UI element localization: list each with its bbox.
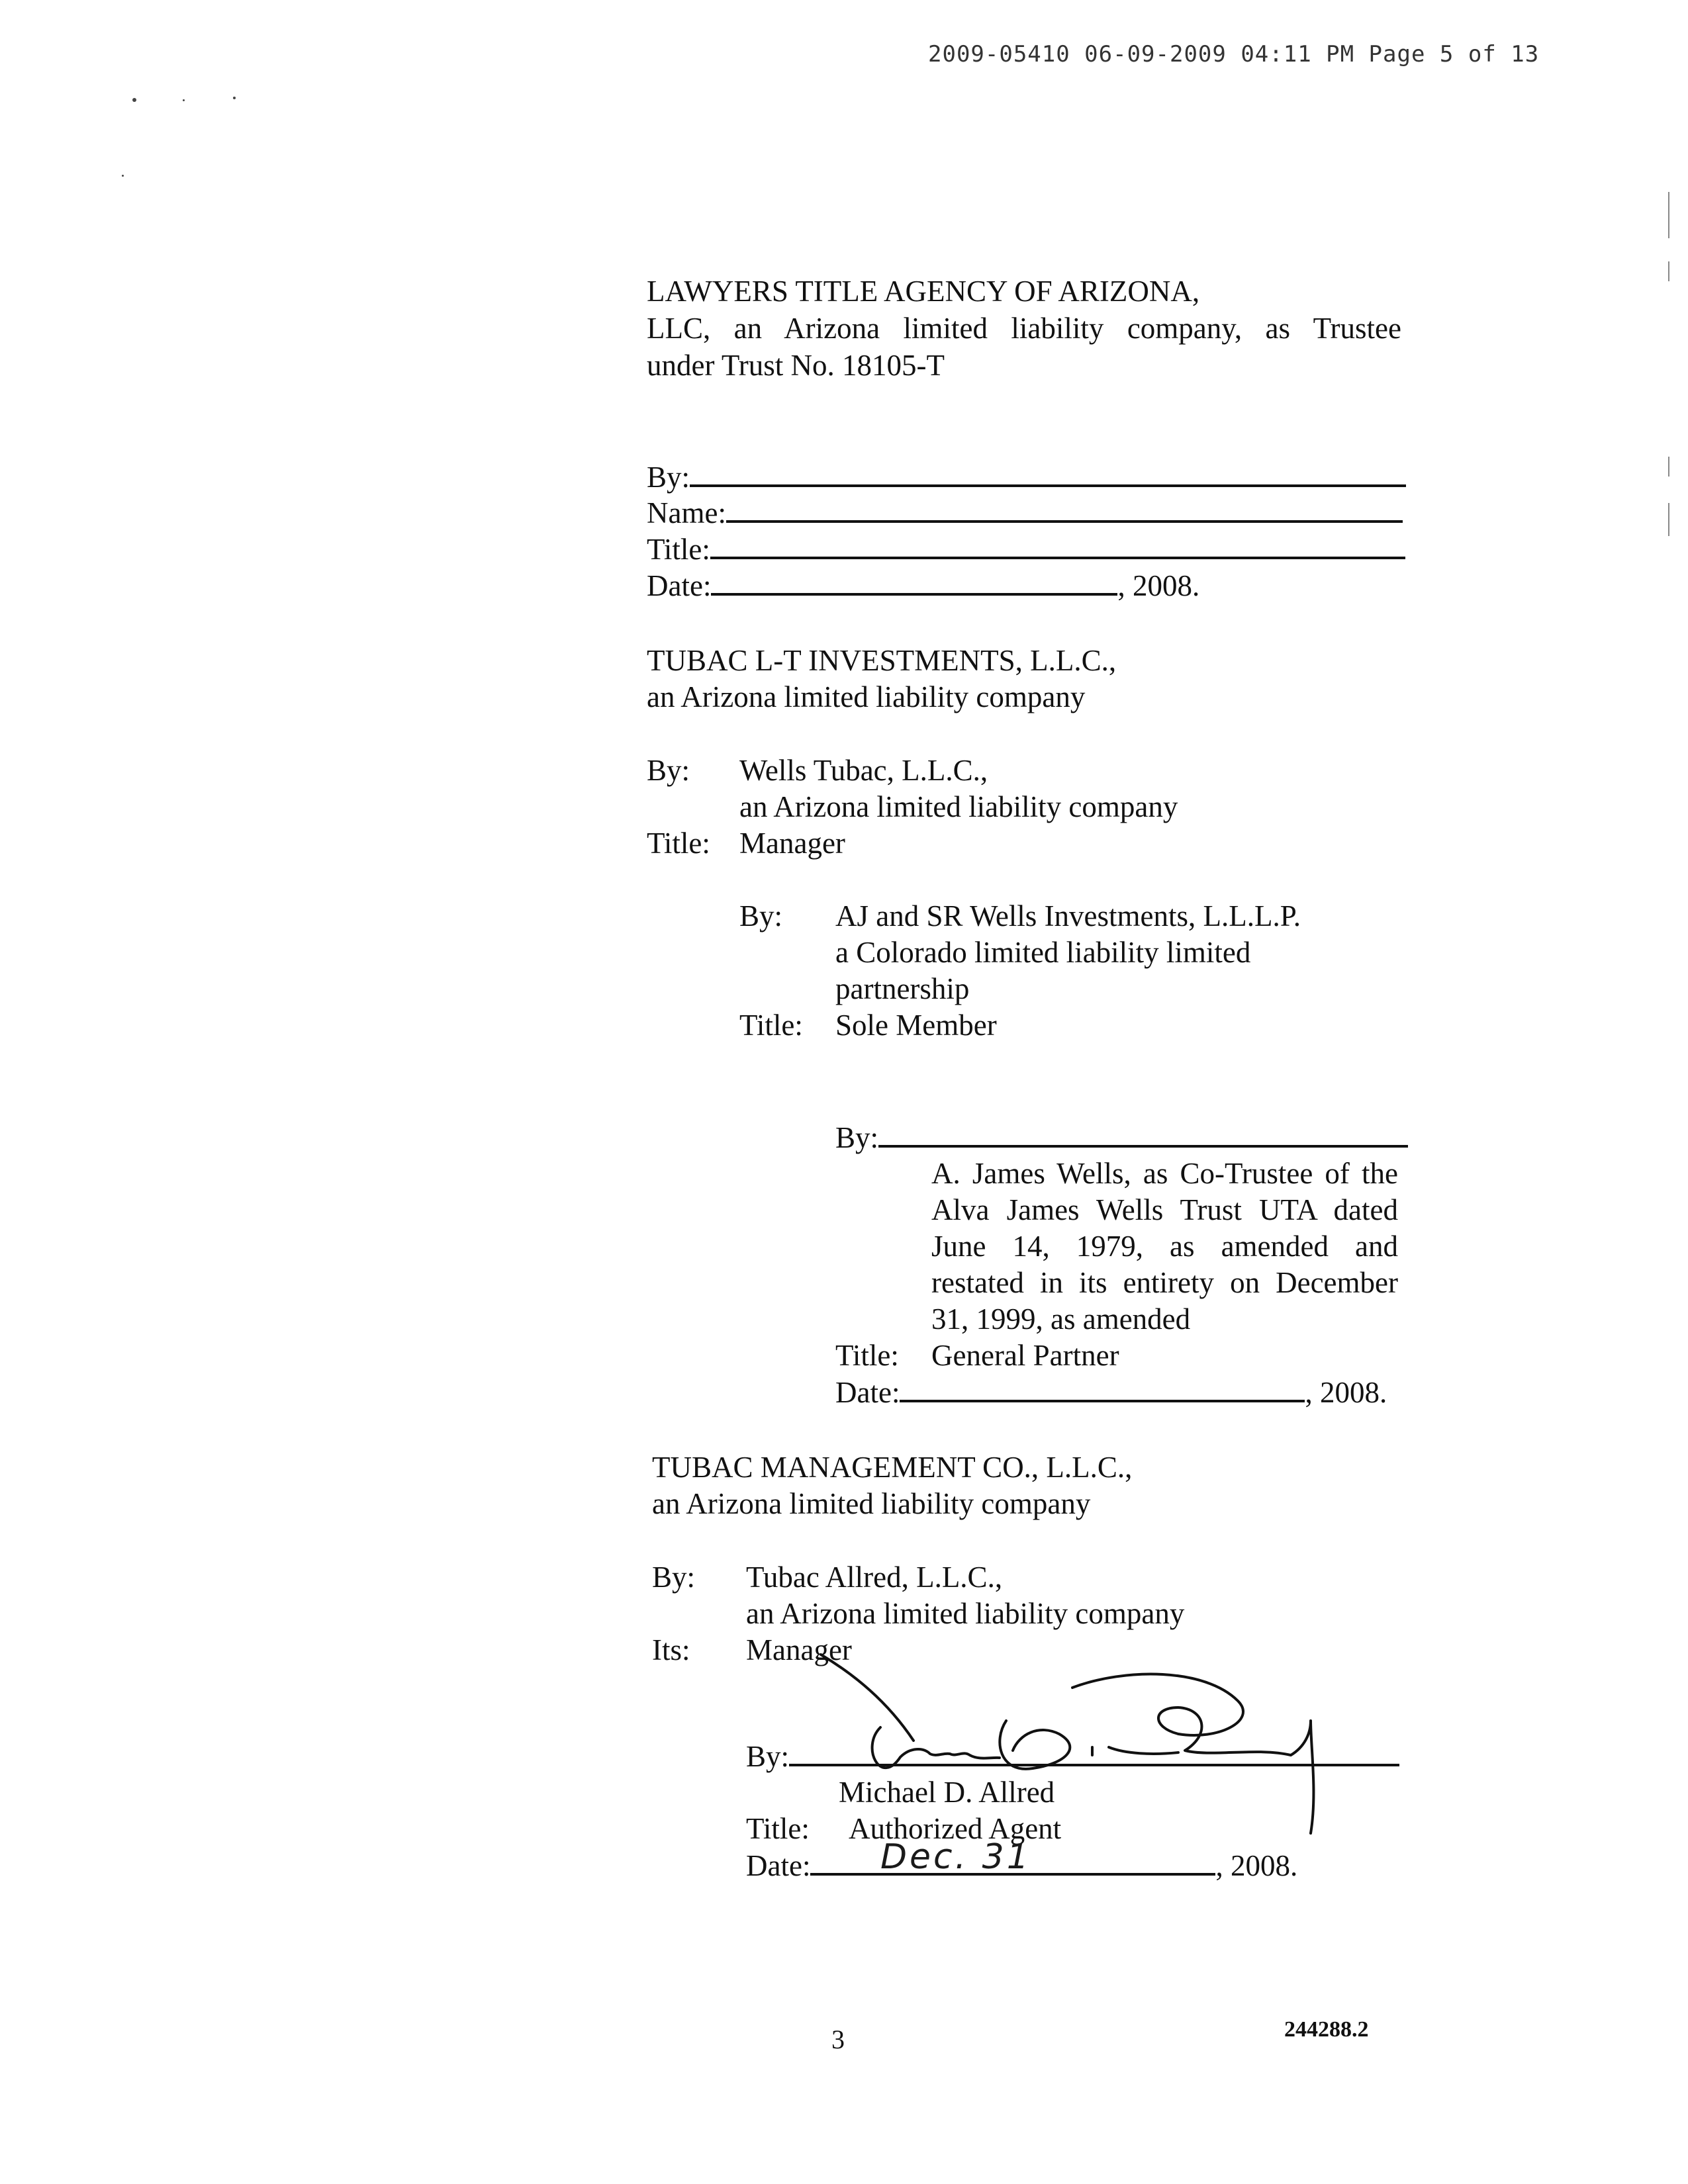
date-label: Date: bbox=[835, 1376, 900, 1409]
trust-line: under Trust No. 18105-T bbox=[647, 349, 945, 382]
scan-edge-mark bbox=[1668, 261, 1669, 281]
signer-title-value: Authorized Agent bbox=[849, 1812, 1062, 1845]
by-entity-name: Wells Tubac, L.L.C., bbox=[739, 754, 988, 787]
sub-by-entity-name: AJ and SR Wells Investments, L.L.L.P. bbox=[835, 899, 1301, 933]
signer-title-label: Title: bbox=[835, 1339, 899, 1372]
entity-description: LLC, an Arizona limited liability company, as Trustee bbox=[647, 312, 1401, 345]
by-entity-description: an Arizona limited liability company bbox=[739, 790, 1178, 823]
entity-name: TUBAC L-T INVESTMENTS, L.L.C., bbox=[647, 644, 1117, 677]
title-value: Manager bbox=[739, 827, 845, 860]
signature-graphic bbox=[781, 1641, 1377, 1853]
scan-edge-mark bbox=[1668, 503, 1669, 536]
date-line[interactable] bbox=[900, 1373, 1305, 1402]
sub-by-entity-description: a Colorado limited liability limited bbox=[835, 936, 1251, 969]
signer-date-field[interactable] bbox=[835, 1373, 1387, 1411]
handwritten-date: Dec. 31 bbox=[880, 1837, 1031, 1877]
name-line[interactable] bbox=[726, 494, 1403, 523]
recording-stamp: 2009-05410 06-09-2009 04:11 PM Page 5 of 13 bbox=[928, 41, 1540, 68]
by-field[interactable] bbox=[647, 458, 1406, 496]
title-label: Title: bbox=[647, 533, 710, 566]
title-line[interactable] bbox=[710, 530, 1405, 559]
signer-name: Michael D. Allred bbox=[839, 1776, 1055, 1809]
sub-by-entity-description-cont: partnership bbox=[835, 972, 970, 1005]
page-number: 3 bbox=[831, 2025, 845, 2054]
by-label: By: bbox=[647, 461, 690, 494]
its-value: Manager bbox=[746, 1633, 852, 1666]
name-label: Name: bbox=[647, 496, 726, 529]
date-label: Date: bbox=[746, 1849, 811, 1882]
by-entity-name: Tubac Allred, L.L.C., bbox=[746, 1561, 1003, 1594]
scan-speck bbox=[183, 99, 185, 101]
signer-line: A. James Wells, as Co-Trustee of the bbox=[931, 1157, 1398, 1190]
signer-line: June 14, 1979, as amended and bbox=[931, 1230, 1398, 1263]
date-year: , 2008. bbox=[1215, 1849, 1298, 1882]
scan-speck bbox=[132, 98, 136, 102]
signature-line[interactable] bbox=[690, 458, 1406, 487]
date-field[interactable] bbox=[647, 567, 1199, 604]
entity-name: LAWYERS TITLE AGENCY OF ARIZONA, bbox=[647, 275, 1200, 308]
by-label: By: bbox=[746, 1740, 790, 1773]
title-label: Title: bbox=[647, 827, 710, 860]
document-number: 244288.2 bbox=[1284, 2017, 1369, 2042]
date-label: Date: bbox=[647, 569, 712, 602]
sub-title-value: Sole Member bbox=[835, 1009, 997, 1042]
entity-name: TUBAC MANAGEMENT CO., L.L.C., bbox=[652, 1451, 1133, 1484]
by-label: By: bbox=[835, 1121, 879, 1154]
sub-title-label: Title: bbox=[739, 1009, 803, 1042]
scan-speck bbox=[233, 97, 236, 99]
entity-description: an Arizona limited liability company bbox=[647, 680, 1086, 713]
by-entity-description: an Arizona limited liability company bbox=[746, 1597, 1185, 1630]
sub-by-label: By: bbox=[739, 899, 783, 933]
signature-line[interactable] bbox=[878, 1118, 1408, 1148]
its-label: Its: bbox=[652, 1633, 690, 1666]
scan-speck bbox=[122, 175, 124, 177]
date-year: , 2008. bbox=[1305, 1376, 1387, 1409]
title-field[interactable] bbox=[647, 530, 1405, 568]
by-label: By: bbox=[647, 754, 690, 787]
signer-by-field[interactable] bbox=[835, 1118, 1408, 1156]
signer-title-value: General Partner bbox=[931, 1339, 1119, 1372]
signer-line: restated in its entirety on December bbox=[931, 1266, 1398, 1299]
signer-title-label: Title: bbox=[746, 1812, 810, 1845]
scan-edge-mark bbox=[1668, 192, 1669, 238]
signer-line: Alva James Wells Trust UTA dated bbox=[931, 1193, 1398, 1226]
name-field[interactable] bbox=[647, 494, 1403, 531]
date-line[interactable] bbox=[711, 567, 1117, 596]
scan-edge-mark bbox=[1668, 457, 1669, 477]
signer-line: 31, 1999, as amended bbox=[931, 1302, 1191, 1336]
by-label: By: bbox=[652, 1561, 696, 1594]
date-year: , 2008. bbox=[1117, 569, 1200, 602]
entity-description: an Arizona limited liability company bbox=[652, 1487, 1091, 1520]
